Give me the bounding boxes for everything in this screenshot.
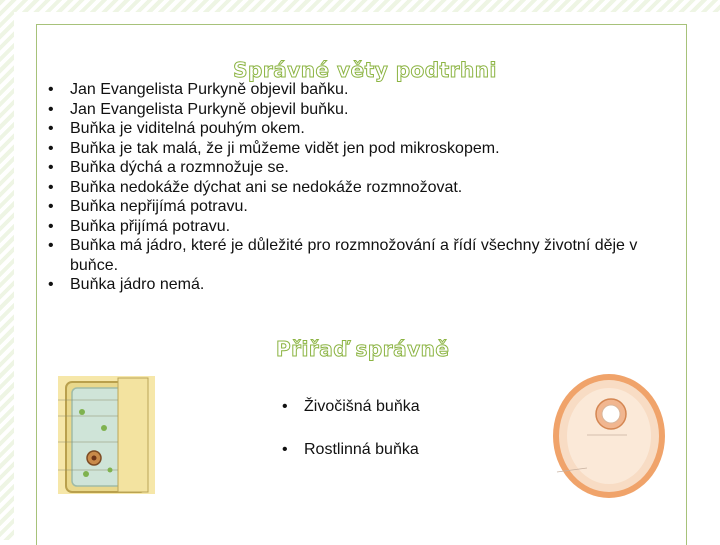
statement-item[interactable]: • Buňka nepřijímá potravu.	[48, 198, 248, 215]
statement-item[interactable]: • Buňka jádro nemá.	[48, 276, 205, 293]
option-plant-cell[interactable]: • Rostlinná buňka	[282, 441, 419, 458]
matching-subtitle: Přiřaď správně	[276, 337, 450, 361]
statement-item[interactable]: • Buňka má jádro, které je důležité pro rozmnožování a řídí všechny životní děje v buňce.	[48, 237, 638, 274]
statement-item[interactable]: • Buňka je viditelná pouhým okem.	[48, 120, 305, 137]
statement-item[interactable]: • Buňka dýchá a rozmnožuje se.	[48, 159, 289, 176]
decorative-stripe-top	[0, 0, 720, 12]
statement-list	[48, 80, 688, 295]
statement-item[interactable]: • Buňka je tak malá, že ji můžeme vidět jen pod mikroskopem.	[48, 139, 500, 157]
plant-cell-image[interactable]	[58, 376, 155, 494]
option-animal-cell[interactable]: • Živočišná buňka	[282, 398, 420, 415]
slide-title: Správné věty podtrhni	[233, 58, 497, 82]
statement-item[interactable]: • Jan Evangelista Purkyně objevil baňku.	[48, 81, 349, 98]
statement-item[interactable]: • Buňka nedokáže dýchat ani se nedokáže rozmnožovat.	[48, 178, 463, 196]
animal-cell-image[interactable]	[547, 372, 665, 500]
matching-options	[282, 398, 420, 460]
statement-item[interactable]: • Buňka přijímá potravu.	[48, 217, 231, 235]
statement-item[interactable]: • Jan Evangelista Purkyně objevil buňku.	[48, 100, 349, 118]
